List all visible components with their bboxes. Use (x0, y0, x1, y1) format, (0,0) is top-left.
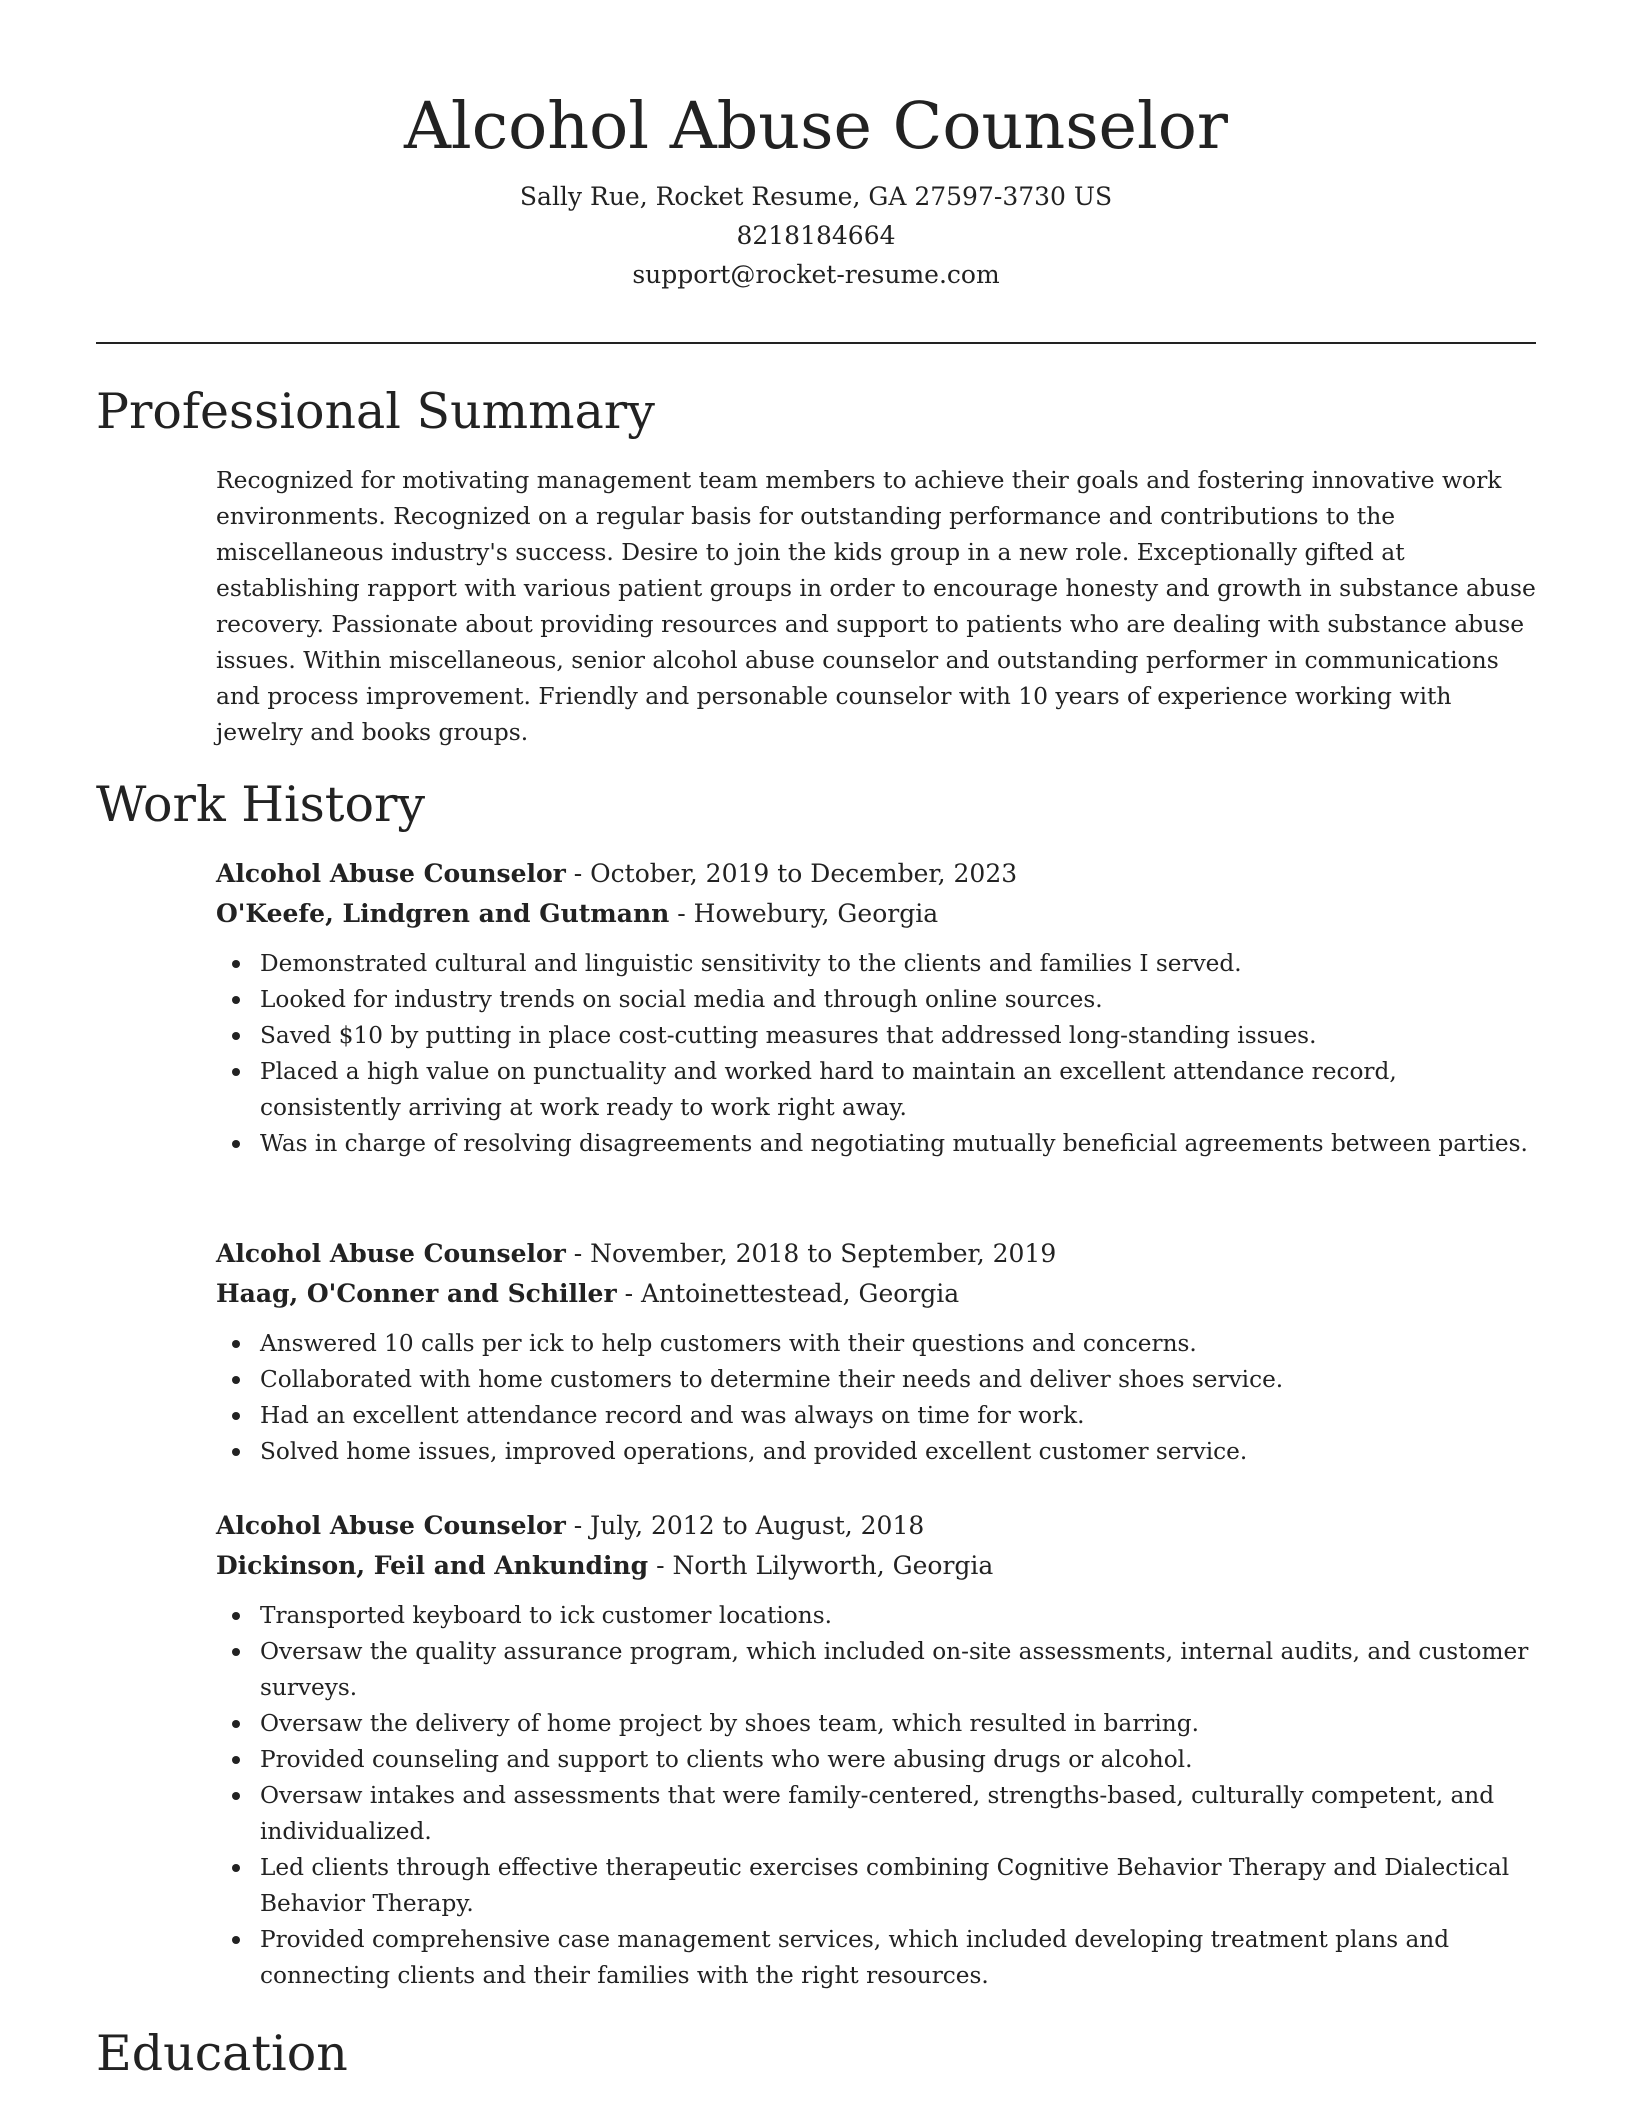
header-divider (96, 342, 1536, 344)
job-bullets (216, 946, 1536, 1162)
section-heading-education: Education (96, 2025, 348, 2082)
contact-phone: 8218184664 (736, 221, 896, 250)
job-title: Alcohol Abuse Counselor (216, 1511, 566, 1540)
job-company: Dickinson, Feil and Ankunding (216, 1551, 649, 1580)
list-item: Led clients through effective therapeutic exercises combining Cognitive Behavior Therapy and Dialectical Behavior Therapy. (260, 1850, 1536, 1922)
contact-block (96, 177, 1536, 294)
job-entry-3 (216, 1506, 1536, 1994)
resume-header (96, 82, 1536, 294)
list-item: Oversaw the delivery of home project by shoes team, which resulted in barring. (260, 1706, 1536, 1742)
job-dates: - October, 2019 to December, 2023 (565, 859, 1018, 888)
job-entry-2 (216, 1234, 1536, 1470)
list-item: Placed a high value on punctuality and worked hard to maintain an excellent attendance record, consistently arriving at work ready to work right away. (260, 1054, 1536, 1126)
job-company-line (216, 1274, 1536, 1314)
list-item: Was in charge of resolving disagreements and negotiating mutually beneficial agreements between parties. (260, 1126, 1536, 1162)
job-location: - Antoinettestead, Georgia (616, 1279, 960, 1308)
job-company-line (216, 1546, 1536, 1586)
list-item: Collaborated with home customers to determine their needs and deliver shoes service. (260, 1362, 1536, 1398)
job-location: - Howebury, Georgia (669, 899, 939, 928)
job-company: O'Keefe, Lindgren and Gutmann (216, 899, 670, 928)
job-company-line (216, 894, 1536, 934)
job-bullets (216, 1326, 1536, 1470)
job-title-line (216, 1234, 1536, 1274)
list-item: Demonstrated cultural and linguistic sensitivity to the clients and families I served. (260, 946, 1536, 982)
resume-title: Alcohol Abuse Counselor (403, 89, 1229, 164)
list-item: Answered 10 calls per ick to help customers with their questions and concerns. (260, 1326, 1536, 1362)
section-heading-work-history: Work History (96, 776, 426, 833)
list-item: Provided comprehensive case management services, which included developing treatment plans and connecting clients and their families with the right resources. (260, 1922, 1536, 1994)
job-company: Haag, O'Conner and Schiller (216, 1279, 617, 1308)
job-bullets (216, 1598, 1536, 1994)
job-title: Alcohol Abuse Counselor (216, 1239, 566, 1268)
job-title: Alcohol Abuse Counselor (216, 859, 566, 888)
job-dates: - July, 2012 to August, 2018 (565, 1511, 925, 1540)
list-item: Provided counseling and support to clients who were abusing drugs or alcohol. (260, 1742, 1536, 1778)
job-dates: - November, 2018 to September, 2019 (565, 1239, 1057, 1268)
job-location: - North Lilyworth, Georgia (648, 1551, 994, 1580)
list-item: Looked for industry trends on social media and through online sources. (260, 982, 1536, 1018)
job-entry-1 (216, 854, 1536, 1162)
list-item: Oversaw intakes and assessments that were family-centered, strengths-based, culturally competent, and individualized. (260, 1778, 1536, 1850)
list-item: Saved $10 by putting in place cost-cutting measures that addressed long-standing issues. (260, 1018, 1536, 1054)
job-title-line (216, 854, 1536, 894)
summary-text: Recognized for motivating management team members to achieve their goals and fostering innovative work environments. Recognized on a regular basis for outstanding performance and contributions to the miscellaneous industry's success. Desire to join the kids group in a new role. Exceptionally gifted at establishing rapport with various patient groups in order to encourage honesty and growth in substance abuse recovery. Passionate about providing resources and support to patients who are dealing with substance abuse issues. Within miscellaneous, senior alcohol abuse counselor and outstanding performer in communications and process improvement. Friendly and personable counselor with 10 years of experience working with jewelry and books groups. (216, 466, 1536, 746)
contact-email: support@rocket-resume.com (632, 260, 1000, 289)
list-item: Oversaw the quality assurance program, which included on-site assessments, internal audits, and customer surveys. (260, 1634, 1536, 1706)
list-item: Solved home issues, improved operations, and provided excellent customer service. (260, 1434, 1536, 1470)
job-title-line (216, 1506, 1536, 1546)
section-heading-summary: Professional Summary (96, 383, 655, 440)
list-item: Had an excellent attendance record and was always on time for work. (260, 1398, 1536, 1434)
list-item: Transported keyboard to ick customer locations. (260, 1598, 1536, 1634)
contact-address: Sally Rue, Rocket Resume, GA 27597-3730 US (519, 182, 1113, 211)
